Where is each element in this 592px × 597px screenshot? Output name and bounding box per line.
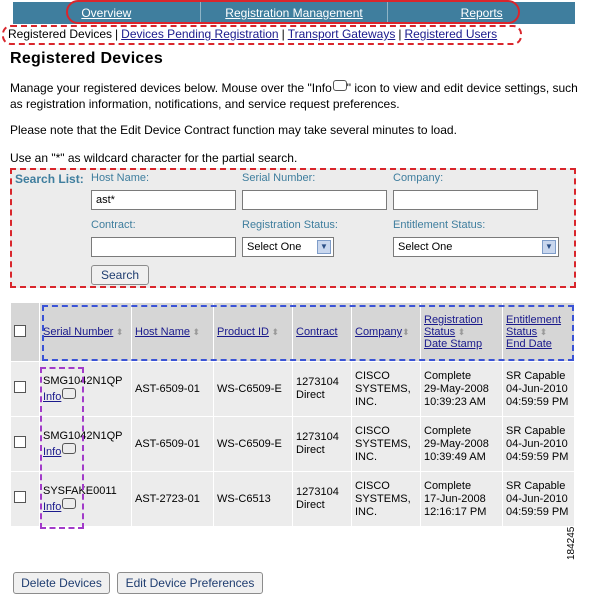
- serial-cell: SMG1042N1QP Info: [40, 417, 132, 472]
- select-all-header: [11, 303, 40, 362]
- host-cell: AST-6509-01: [132, 417, 214, 472]
- serial-number-header[interactable]: Serial Number ⬍: [40, 303, 132, 362]
- row-checkbox[interactable]: [14, 436, 26, 448]
- registration-cell: Complete 29-May-2008 10:39:23 AM: [421, 362, 503, 417]
- entitlement-status-header[interactable]: Entitlement Status ⬍ End Date: [503, 303, 575, 362]
- info-bubble-icon: [62, 388, 76, 399]
- info-bubble-icon: [62, 498, 76, 509]
- contract-input[interactable]: [91, 237, 236, 257]
- registration-status-header[interactable]: Registration Status ⬍ Date Stamp: [421, 303, 503, 362]
- host-cell: AST-6509-01: [132, 362, 214, 417]
- host-cell: AST-2723-01: [132, 472, 214, 527]
- registration-status-select[interactable]: Select One ▼: [242, 237, 334, 257]
- tab-registered-users[interactable]: Registered Users: [404, 27, 498, 41]
- search-button[interactable]: Search: [91, 265, 149, 285]
- table-header-row: [11, 303, 575, 362]
- row-checkbox[interactable]: [14, 491, 26, 503]
- contract-header[interactable]: Contract: [293, 303, 352, 362]
- contract-cell: 1273104 Direct: [293, 362, 352, 417]
- tab-separator: |: [398, 27, 402, 41]
- sort-arrows-icon: ⬍: [455, 327, 466, 337]
- search-panel: [10, 168, 576, 288]
- row-select-cell: [11, 417, 40, 472]
- host-name-input[interactable]: [91, 190, 236, 210]
- tab-separator: |: [281, 27, 285, 41]
- intro-text: Manage your registered devices below. Mouse over the "Info " icon to view and edit device settings, such as registration information, notifications, and service request preferences.: [10, 81, 578, 111]
- table-row: [11, 417, 575, 472]
- chevron-down-icon: ▼: [317, 240, 331, 254]
- host-name-label: Host Name:: [91, 172, 150, 184]
- info-link[interactable]: Info: [43, 446, 76, 458]
- sort-arrows-icon: ⬍: [113, 327, 124, 337]
- registration-status-label: Registration Status:: [242, 219, 338, 231]
- registration-cell: Complete 17-Jun-2008 12:16:17 PM: [421, 472, 503, 527]
- search-list-label: Search List:: [15, 172, 84, 186]
- host-name-header[interactable]: Host Name ⬍: [132, 303, 214, 362]
- entitlement-status-label: Entitlement Status:: [393, 219, 486, 231]
- select-all-checkbox[interactable]: [14, 325, 26, 337]
- nav-overview[interactable]: Overview: [13, 2, 201, 24]
- info-link[interactable]: Info: [43, 501, 76, 513]
- company-cell: CISCO SYSTEMS, INC.: [352, 472, 421, 527]
- serial-cell: SYSFAKE0011 Info: [40, 472, 132, 527]
- page-title: Registered Devices: [10, 50, 164, 67]
- company-input[interactable]: [393, 190, 538, 210]
- company-header[interactable]: Company⬍: [352, 303, 421, 362]
- entitlement-cell: SR Capable 04-Jun-2010 04:59:59 PM: [503, 417, 575, 472]
- sort-arrows-icon: ⬍: [402, 327, 410, 337]
- product-cell: WS-C6513: [214, 472, 293, 527]
- product-id-header[interactable]: Product ID ⬍: [214, 303, 293, 362]
- info-link[interactable]: Info: [43, 391, 76, 403]
- serial-cell: SMG1042N1QP Info: [40, 362, 132, 417]
- serial-number-input[interactable]: [242, 190, 387, 210]
- top-nav: [13, 2, 575, 24]
- tab-transport-gateways[interactable]: Transport Gateways: [287, 27, 396, 41]
- row-select-cell: [11, 362, 40, 417]
- sort-arrows-icon: ⬍: [190, 327, 201, 337]
- table-row: [11, 362, 575, 417]
- contract-note: Please note that the Edit Device Contract function may take several minutes to load.: [10, 123, 457, 137]
- product-cell: WS-C6509-E: [214, 417, 293, 472]
- row-select-cell: [11, 472, 40, 527]
- contract-label: Contract:: [91, 219, 136, 231]
- chevron-down-icon: ▼: [542, 240, 556, 254]
- tab-separator: |: [115, 27, 119, 41]
- company-cell: CISCO SYSTEMS, INC.: [352, 417, 421, 472]
- contract-cell: 1273104 Direct: [293, 417, 352, 472]
- sub-tabs: [8, 26, 497, 42]
- nav-registration-management[interactable]: Registration Management: [201, 2, 389, 24]
- devices-table: [10, 302, 575, 527]
- wildcard-note: Use an "*" as wildcard character for the partial search.: [10, 151, 298, 165]
- product-cell: WS-C6509-E: [214, 362, 293, 417]
- figure-number: 184245: [566, 526, 577, 560]
- registration-cell: Complete 29-May-2008 10:39:49 AM: [421, 417, 503, 472]
- tab-devices-pending[interactable]: Devices Pending Registration: [121, 27, 279, 41]
- sort-arrows-icon: ⬍: [537, 327, 548, 337]
- entitlement-cell: SR Capable 04-Jun-2010 04:59:59 PM: [503, 362, 575, 417]
- company-cell: CISCO SYSTEMS, INC.: [352, 362, 421, 417]
- contract-cell: 1273104 Direct: [293, 472, 352, 527]
- nav-reports[interactable]: Reports: [460, 6, 503, 20]
- info-bubble-icon: [333, 80, 347, 91]
- edit-device-preferences-button[interactable]: Edit Device Preferences: [117, 572, 263, 594]
- serial-number-label: Serial Number:: [242, 172, 316, 184]
- tab-registered-devices[interactable]: Registered Devices: [8, 27, 113, 41]
- delete-devices-button[interactable]: Delete Devices: [13, 572, 110, 594]
- entitlement-cell: SR Capable 04-Jun-2010 04:59:59 PM: [503, 472, 575, 527]
- sort-arrows-icon: ⬍: [268, 327, 280, 337]
- table-row: [11, 472, 575, 527]
- entitlement-status-select[interactable]: Select One ▼: [393, 237, 559, 257]
- info-bubble-icon: [62, 443, 76, 454]
- company-label: Company:: [393, 172, 444, 184]
- row-checkbox[interactable]: [14, 381, 26, 393]
